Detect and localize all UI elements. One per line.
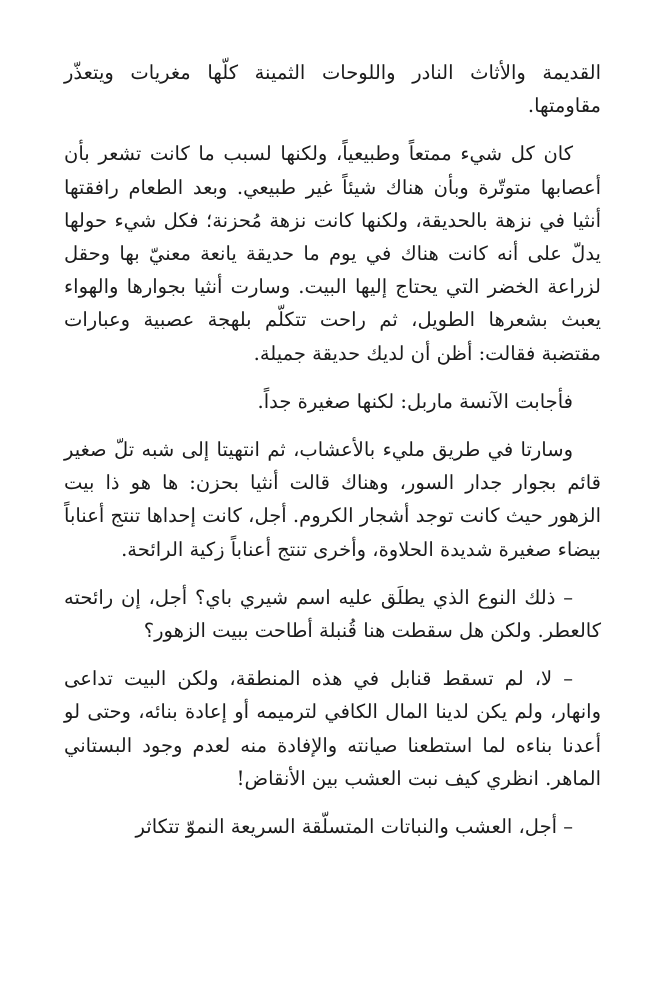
paragraph-1: القديمة والأثاث النادر واللوحات الثمينة كلّها مغريات ويتعذّر مقاومتها. — [64, 61, 601, 118]
paragraph-6: – لا، لم تسقط قنابل في هذه المنطقة، ولكن البيت تداعى وانهار، ولم يكن لدينا المال الكافي لترميمه أو إعادة بنائه، وحتى لو أعدنا بناءه لما استطعنا صيانته والإفادة منه لعدم وجود البستاني الماهر. انظري كيف نبت العشب بين الأنقاض! — [64, 667, 601, 790]
paragraph-5: – ذلك النوع الذي يطلَق عليه اسم شيري باي؟ أجل، إن رائحته كالعطر. ولكن هل سقطت هنا قُنبلة أطاحت ببيت الزهور؟ — [64, 585, 601, 643]
paragraph-7: – أجل، العشب والنباتات المتسلّقة السريعة النموّ تتكاثر — [135, 815, 573, 839]
paragraph-3: فأجابت الآنسة ماربل: لكنها صغيرة جداً. — [257, 389, 573, 413]
paragraph-2: كان كل شيء ممتعاً وطبيعياً، ولكنها لسبب ما كانت تشعر بأن أعصابها متوتّرة وبأن هناك شيئاً غير طبيعي. وبعد الطعام رافقتها أنثيا في نزهة بالحديقة، ولكنها كانت نزهة مُحزنة؛ فكل شيء حولها يدلّ على أنه كانت هناك في يوم ما حديقة يانعة معنيّ بها وحقل لزراعة الخضر التي يحتاج إليها البيت. وسارت أنثيا بجوارها والهواء يعبث بشعرها الطويل، ثم راحت تتكلّم بلهجة عصبية وعبارات مقتضبة فقالت: أظن أن لديك حديقة جميلة. — [64, 142, 601, 365]
paragraph-4: وسارتا في طريق مليء بالأعشاب، ثم انتهيتا إلى شبه تلّ صغير قائم بجوار جدار السور، وهناك قالت أنثيا بحزن: ها هو ذا بيت الزهور حيث كانت توجد أشجار الكروم. أجل، كانت إحداها تنتج أعناباً بيضاء صغيرة شديدة الحلاوة، وأخرى تنتج أعناباً زكية الرائحة. — [64, 438, 601, 561]
